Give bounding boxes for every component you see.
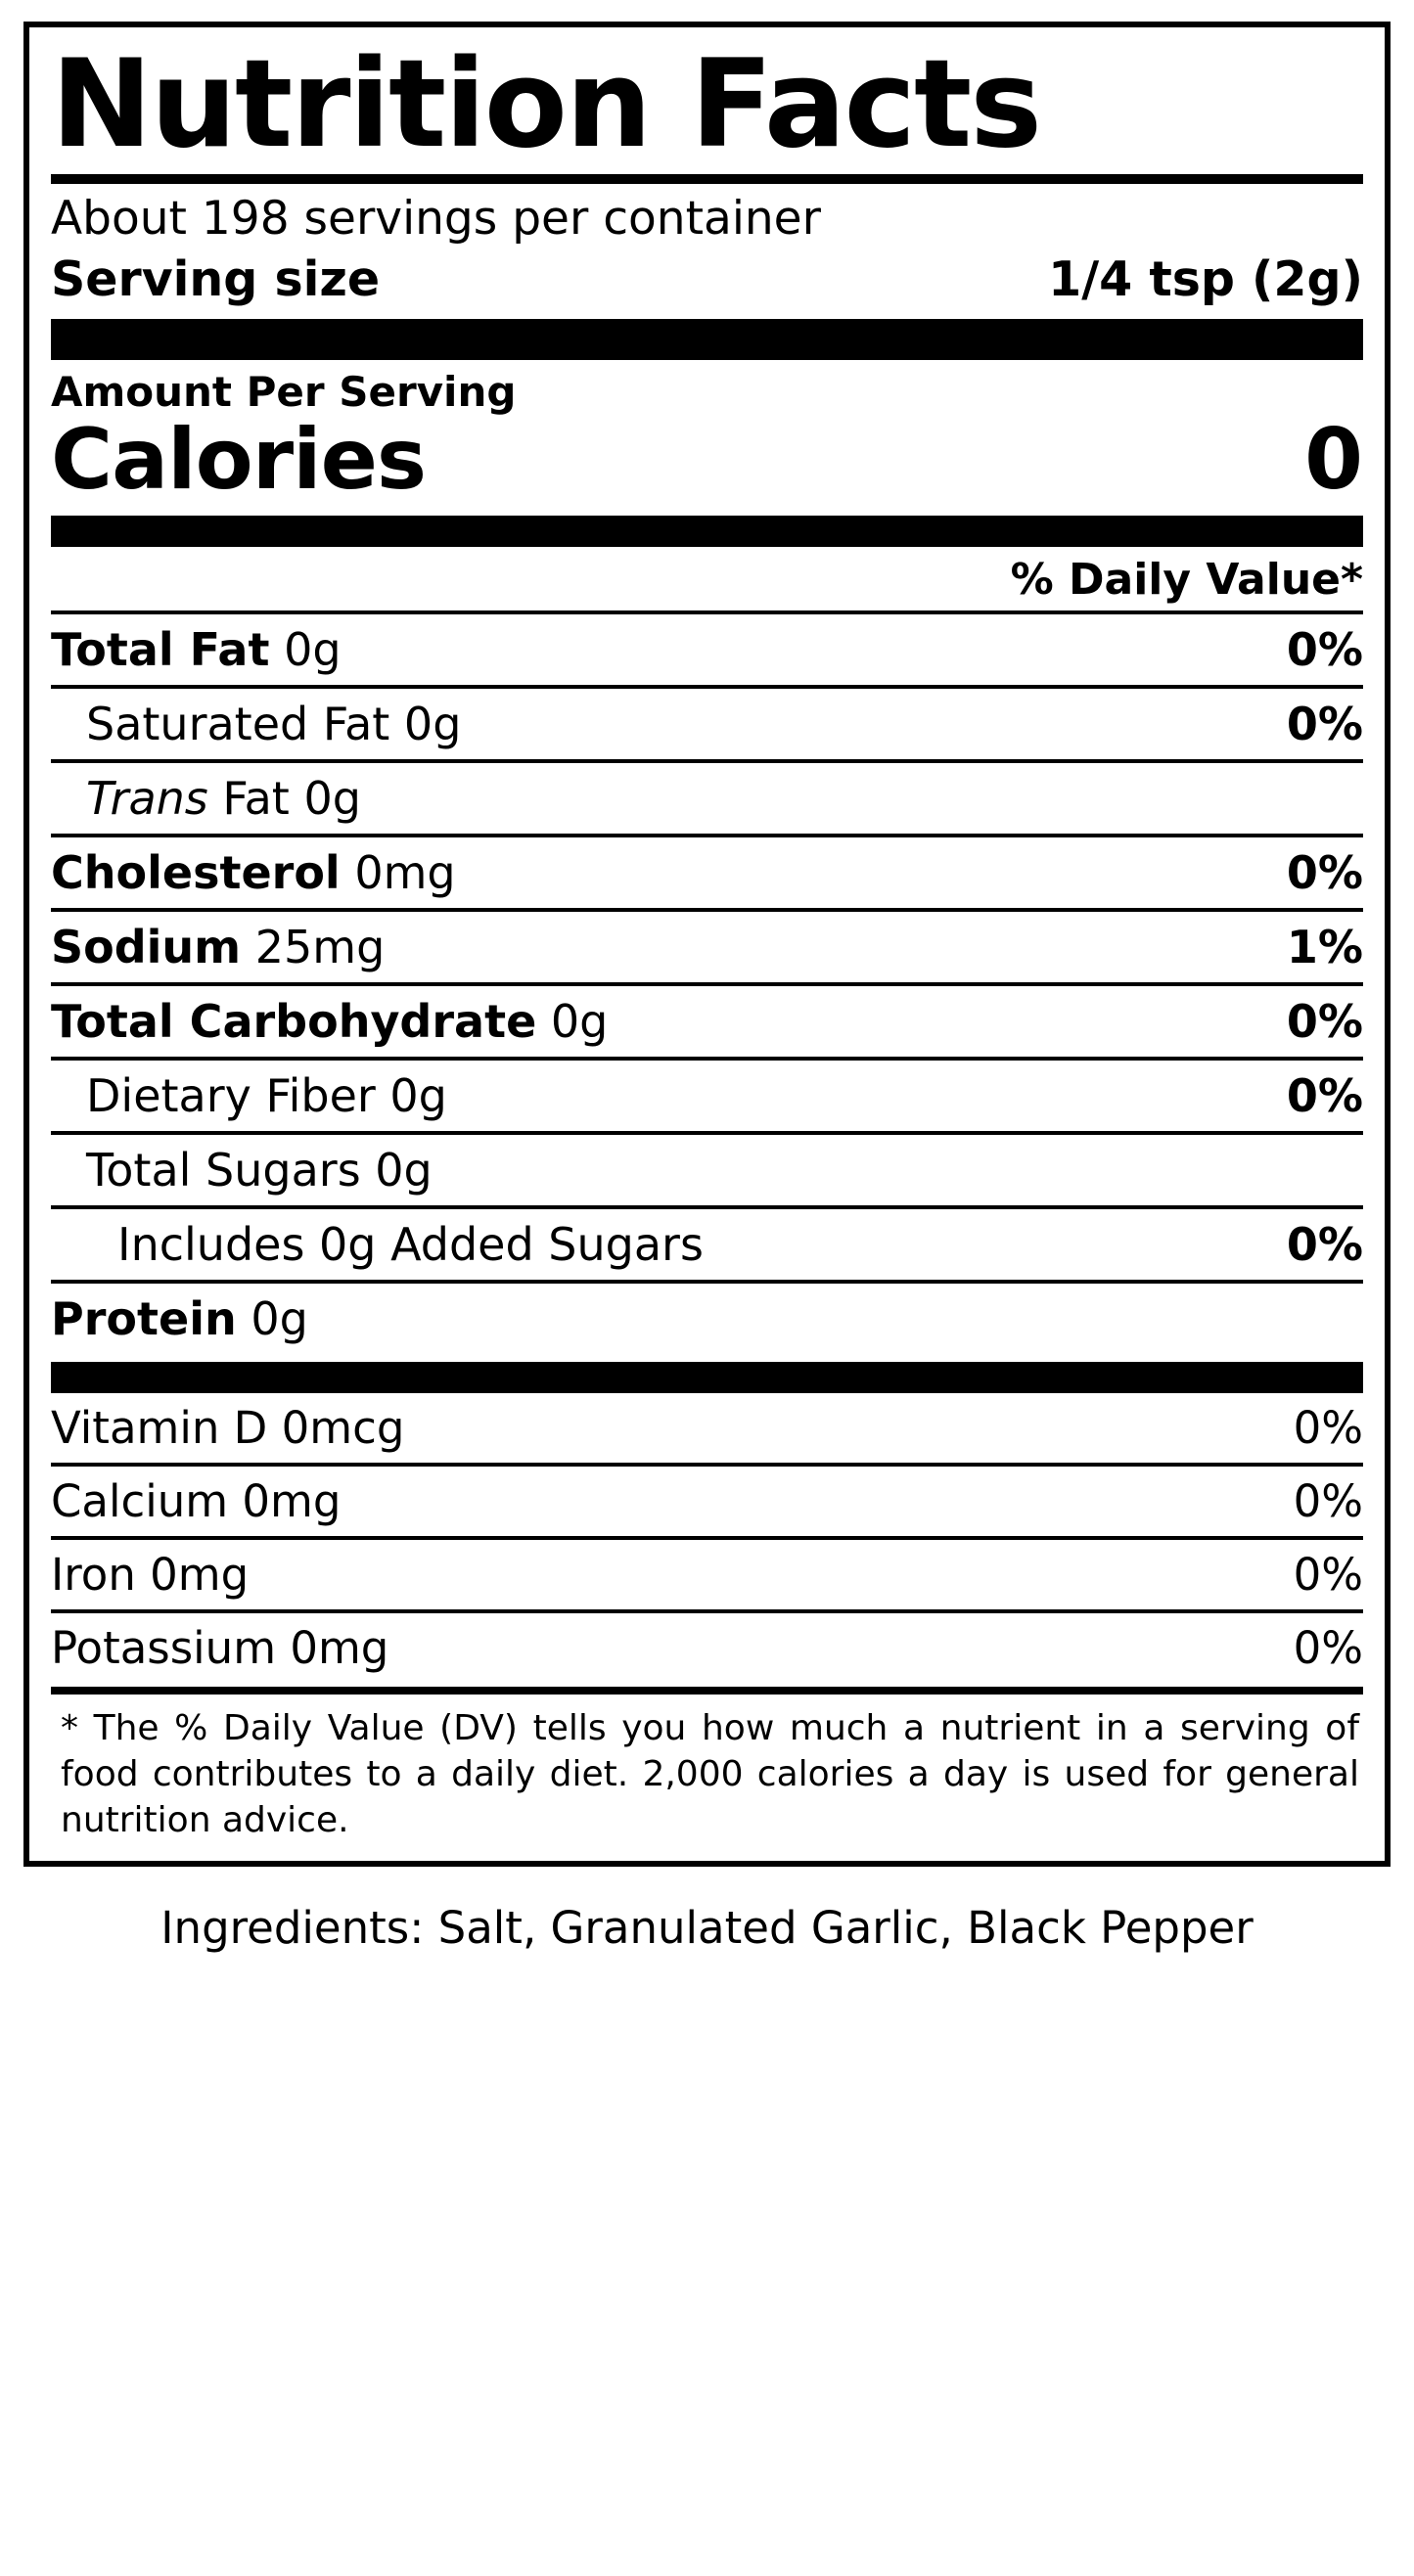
vitamin-row (51, 1536, 1363, 1609)
nutrient-name: Cholesterol 0mg (51, 845, 456, 899)
thick-divider-top (51, 319, 1363, 360)
vitamin-name: Iron 0mg (51, 1548, 250, 1601)
nutrient-name: Trans Fat 0g (86, 771, 361, 825)
nutrient-name: Total Sugars 0g (86, 1143, 433, 1197)
vitamin-daily-value: 0% (1293, 1474, 1363, 1527)
nutrient-daily-value: 0% (1286, 622, 1363, 676)
vitamin-list (51, 1393, 1363, 1683)
nutrient-list (51, 610, 1363, 1354)
nutrient-name: Total Carbohydrate 0g (51, 994, 609, 1048)
daily-value-header: % Daily Value* (1010, 554, 1363, 605)
vitamin-name: Calcium 0mg (51, 1474, 342, 1527)
nutrient-row (51, 1205, 1363, 1280)
nutrient-name: Includes 0g Added Sugars (117, 1217, 704, 1271)
serving-size-row (51, 249, 1363, 313)
nutrient-row (51, 1057, 1363, 1131)
vitamin-name: Potassium 0mg (51, 1621, 389, 1674)
vitamin-daily-value: 0% (1293, 1621, 1363, 1674)
nutrient-daily-value: 1% (1286, 920, 1363, 973)
serving-size-value: 1/4 tsp (2g) (1048, 250, 1363, 307)
nutrient-name: Protein 0g (51, 1291, 308, 1345)
nutrient-row (51, 610, 1363, 685)
amount-per-serving-label: Amount Per Serving (51, 367, 517, 416)
nutrient-daily-value: 0% (1286, 1217, 1363, 1271)
nutrient-daily-value: 0% (1286, 697, 1363, 750)
calories-divider (51, 516, 1363, 547)
serving-size-label: Serving size (51, 250, 381, 307)
nutrient-name: Sodium 25mg (51, 920, 386, 973)
vitamin-row (51, 1393, 1363, 1463)
vitamin-name: Vitamin D 0mcg (51, 1401, 405, 1454)
page-title: Nutrition Facts (51, 34, 1041, 175)
vitamin-row (51, 1463, 1363, 1536)
nutrient-row (51, 982, 1363, 1057)
nutrient-row (51, 1280, 1363, 1354)
nutrient-daily-value: 0% (1286, 845, 1363, 899)
nutrient-name: Dietary Fiber 0g (86, 1068, 447, 1122)
vitamin-daily-value: 0% (1293, 1548, 1363, 1601)
nutrient-daily-value: 0% (1286, 1068, 1363, 1122)
nutrition-facts-panel (23, 22, 1391, 1867)
calories-row (51, 410, 1363, 509)
title-divider (51, 174, 1363, 184)
calories-value: 0 (1304, 410, 1363, 509)
calories-label: Calories (51, 410, 427, 509)
nutrient-row (51, 908, 1363, 982)
nutrient-daily-value: 0% (1286, 994, 1363, 1048)
servings-per-container: About 198 servings per container (51, 192, 821, 247)
vitamin-row (51, 1609, 1363, 1683)
nutrient-row (51, 834, 1363, 908)
vitamin-daily-value: 0% (1293, 1401, 1363, 1454)
ingredients-text: Ingredients: Salt, Granulated Garlic, Black Pepper (160, 1902, 1254, 1955)
nutrient-row (51, 1131, 1363, 1205)
nutrient-row (51, 685, 1363, 759)
protein-divider (51, 1362, 1363, 1393)
daily-value-footnote: * The % Daily Value (DV) tells you how much a nutrient in a serving of food contributes to a daily diet. 2,000 calories a day is used for general nutrition advice. (51, 1687, 1363, 1845)
nutrient-row (51, 759, 1363, 834)
nutrient-name: Saturated Fat 0g (86, 697, 462, 750)
nutrient-name: Total Fat 0g (51, 622, 342, 676)
